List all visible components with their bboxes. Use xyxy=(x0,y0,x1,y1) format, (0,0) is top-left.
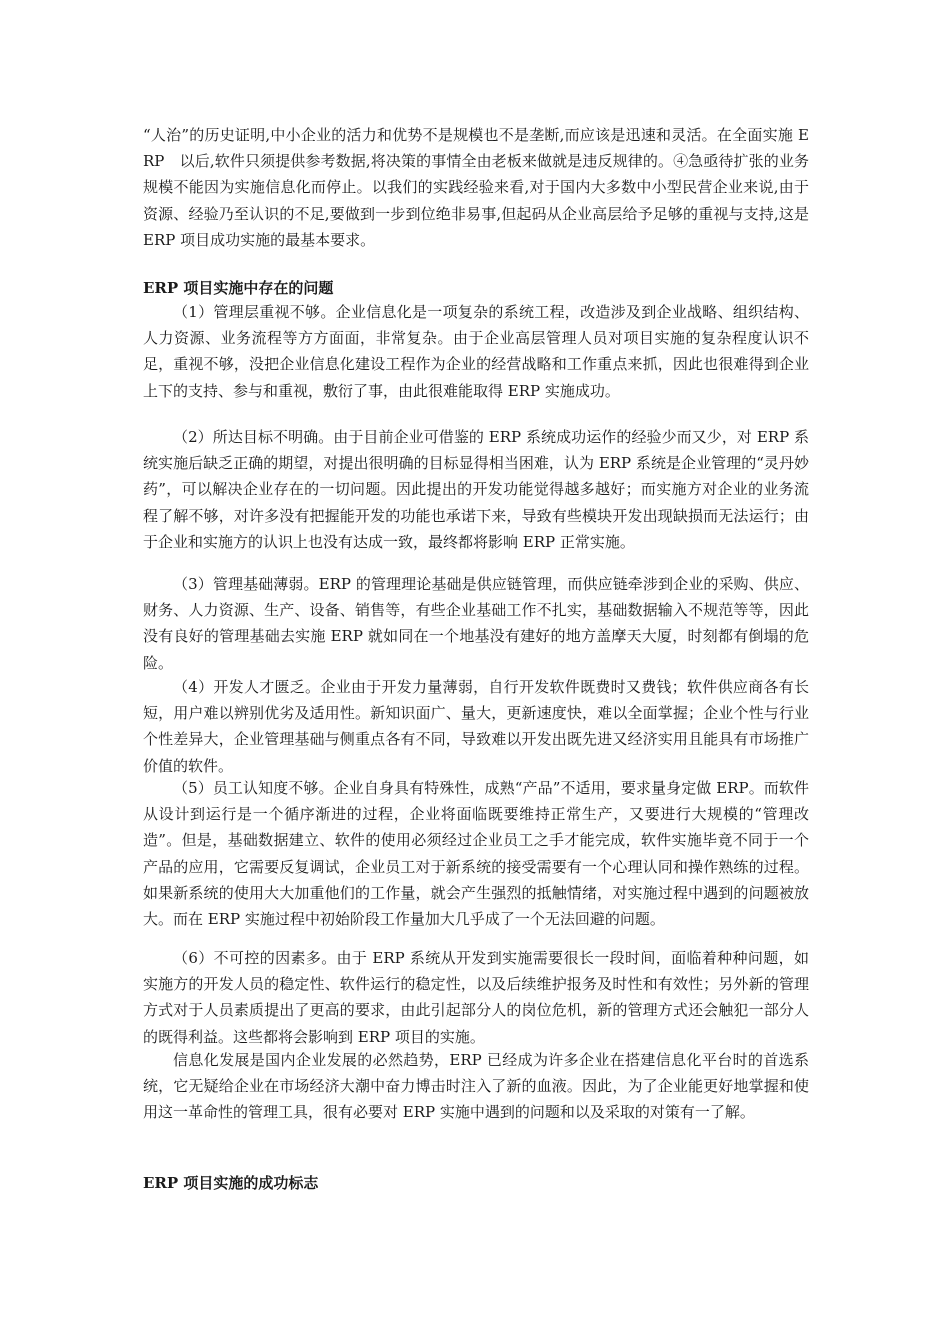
paragraph-problem-4: （4）开发人才匮乏。企业由于开发力量薄弱，自行开发软件既费时又费钱；软件供应商各有长短，用户难以辨别优劣及适用性。新知识面广、量大，更新速度快，难以全面掌握；企业个性与行业个性差异大，企业管理基础与侧重点各有不同，导致难以开发出既先进又经济实用且能具有市场推广价值的软件。 xyxy=(143,678,809,775)
paragraph-problem-1: （1）管理层重视不够。企业信息化是一项复杂的系统工程，改造涉及到企业战略、组织结构、人力资源、业务流程等方方面面，非常复杂。由于企业高层管理人员对项目实施的复杂程度认识不足，重视不够，没把企业信息化建设工程作为企业的经营战略和工作重点来抓，因此也很难得到企业上下的支持、参与和重视，敷衍了事，由此很难能取得 ERP 实施成功。 xyxy=(143,303,809,400)
intro-paragraph: “人治”的历史证明,中小企业的活力和优势不是规模也不是垄断,而应该是迅速和灵活。在全面实施 ERP 以后,软件只须提供参考数据,将决策的事情全由老板来做就是违反规律的。④急亟待扩张的业务规模不能因为实施信息化而停止。以我们的实践经验来看,对于国内大多数中小型民营企业来说,由于资源、经验乃至认识的不足,要做到一步到位绝非易事,但起码从企业高层给予足够的重视与支持,这是 ERP 项目成功实施的最基本要求。 xyxy=(143,126,809,249)
paragraph-conclusion: 信息化发展是国内企业发展的必然趋势，ERP 已经成为许多企业在搭建信息化平台时的首选系统，它无疑给企业在市场经济大潮中奋力博击时注入了新的血液。因此，为了企业能更好地掌握和使用这一革命性的管理工具，很有必要对 ERP 实施中遇到的问题和以及采取的对策有一了解。 xyxy=(143,1051,809,1122)
paragraph-problem-6: （6）不可控的因素多。由于 ERP 系统从开发到实施需要很长一段时间，面临着种种问题，如实施方的开发人员的稳定性、软件运行的稳定性，以及后续维护报务及时性和有效性；另外新的管理方式对于人员素质提出了更高的要求，由此引起部分人的岗位危机，新的管理方式还会触犯一部分人的既得利益。这些都将会影响到 ERP 项目的实施。 xyxy=(143,949,809,1046)
section-heading-problems: ERP 项目实施中存在的问题 xyxy=(143,279,334,297)
paragraph-problem-5: （5）员工认知度不够。企业自身具有特殊性，成熟“产品”不适用，要求量身定做 ERP。而软件从设计到运行是一个循序渐进的过程，企业将面临既要维持正常生产，又要进行大规模的“管理改造”。但是，基础数据建立、软件的使用必须经过企业员工之手才能完成，软件实施毕竟不同于一个产品的应用，它需要反复调试，企业员工对于新系统的接受需要有一个心理认同和操作熟练的过程。如果新系统的使用大大加重他们的工作量，就会产生强烈的抵触情绪，对实施过程中遇到的问题被放大。而在 ERP 实施过程中初始阶段工作量加大几乎成了一个无法回避的问题。 xyxy=(143,779,809,929)
section-heading-success-markers: ERP 项目实施的成功标志 xyxy=(143,1174,319,1192)
paragraph-problem-3: （3）管理基础薄弱。ERP 的管理理论基础是供应链管理，而供应链牵涉到企业的采购、供应、财务、人力资源、生产、设备、销售等，有些企业基础工作不扎实，基础数据输入不规范等等，因此没有良好的管理基础去实施 ERP 就如同在一个地基没有建好的地方盖摩天大厦，时刻都有倒塌的危险。 xyxy=(143,575,809,672)
paragraph-problem-2: （2）所达目标不明确。由于目前企业可借鉴的 ERP 系统成功运作的经验少而又少，对 ERP 系统实施后缺乏正确的期望，对提出很明确的目标显得相当困难，认为 ERP 系统是企业管理的“灵丹妙药”，可以解决企业存在的一切问题。因此提出的开发功能觉得越多越好；而实施方对企业的业务流程了解不够，对许多没有把握能开发的功能也承诺下来，导致有些模块开发出现缺损而无法运行；由于企业和实施方的认识上也没有达成一致，最终都将影响 ERP 正常实施。 xyxy=(143,428,809,551)
